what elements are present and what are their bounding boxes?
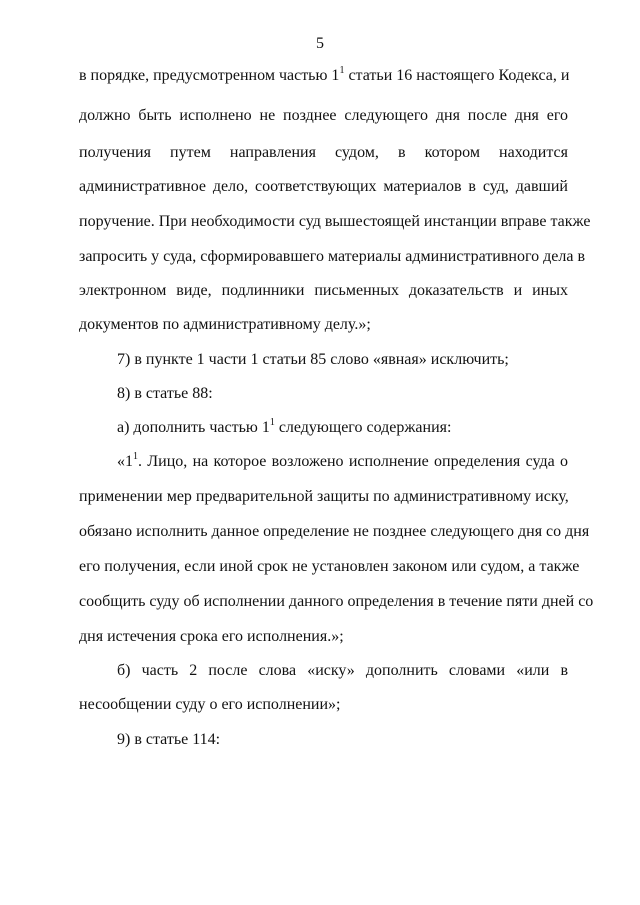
superscript: 1 xyxy=(339,64,345,76)
text-line: 8) в статье 88: xyxy=(117,385,213,402)
page-number: 5 xyxy=(316,35,324,52)
text-fragment: в порядке, предусмотренном частью 1 xyxy=(79,67,340,84)
text-line xyxy=(117,452,568,472)
text-line: документов по административному делу.»; xyxy=(79,316,371,333)
text-line: б) часть 2 после слова «иску» дополнить словами «или в xyxy=(117,662,568,679)
text-line: получения путем направления судом, в котором находится xyxy=(79,144,568,161)
text-line: 9) в статье 114: xyxy=(117,731,221,748)
text-line: применении мер предварительной защиты по административному иску, xyxy=(79,488,569,505)
text-fragment: «1 xyxy=(117,453,133,470)
superscript: 1 xyxy=(133,450,138,462)
text-line: его получения, если иной срок не установлен законом или судом, а также xyxy=(79,558,580,575)
text-line: запросить у суда, сформировавшего материалы административного дела в xyxy=(79,248,586,265)
text-line xyxy=(79,66,568,86)
text-fragment: . Лицо, на которое возложено исполнение определения суда о xyxy=(138,453,568,470)
text-line: дня истечения срока его исполнения.»; xyxy=(79,628,344,645)
text-line: сообщить суду об исполнении данного определения в течение пяти дней со xyxy=(79,593,594,610)
text-line: электронном виде, подлинники письменных доказательств и иных xyxy=(79,282,568,299)
text-fragment: следующего содержания: xyxy=(274,419,452,436)
text-line: обязано исполнить данное определение не позднее следующего дня со дня xyxy=(79,523,590,540)
text-line: 7) в пункте 1 части 1 статьи 85 слово «явная» исключить; xyxy=(117,351,509,368)
text-fragment: а) дополнить частью 1 xyxy=(117,419,270,436)
text-line: должно быть исполнено не позднее следующего дня после дня его xyxy=(79,107,568,124)
text-line: административное дело, соответствующих материалов в суд, давший xyxy=(79,178,568,195)
text-line: несообщении суду о его исполнении»; xyxy=(79,696,341,713)
superscript: 1 xyxy=(269,416,275,428)
text-line xyxy=(117,418,568,438)
text-line: поручение. При необходимости суд вышестоящей инстанции вправе также xyxy=(79,213,591,230)
text-fragment: статьи 16 настоящего Кодекса, и xyxy=(344,67,570,84)
